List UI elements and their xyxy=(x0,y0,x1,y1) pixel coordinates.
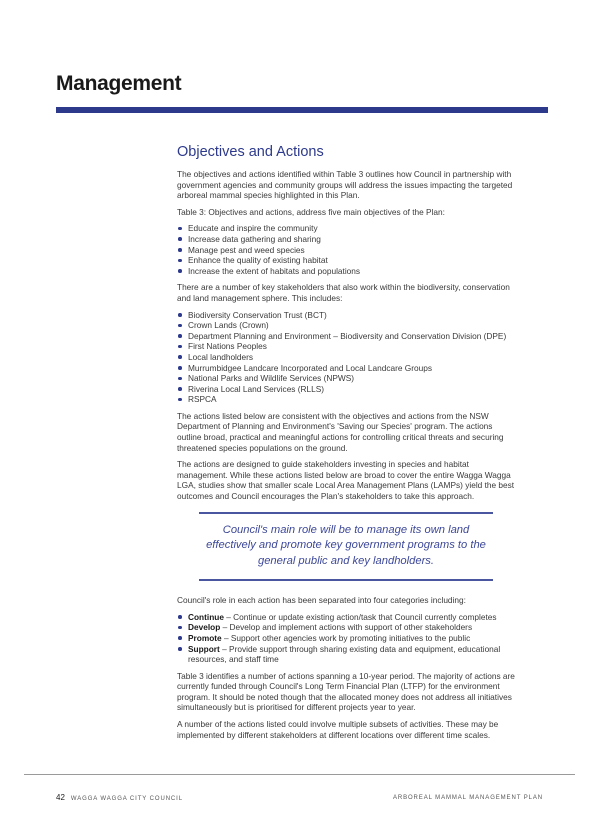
footer-doc-title: ARBOREAL MAMMAL MANAGEMENT PLAN xyxy=(392,795,543,801)
list-item xyxy=(177,644,517,665)
intro-paragraph: The objectives and actions identified within Table 3 outlines how Council in partnership with government agencies and community groups will address the issues impacting the targeted arboreal mammal species highlighted in this Plan. xyxy=(177,169,513,201)
pullquote: Council's main role will be to manage its own land effectively and promote key government programs to the general public and key landholders. xyxy=(199,512,493,582)
list-item: National Parks and Wildlife Services (NPWS) xyxy=(177,373,517,384)
footer-org: WAGGA WAGGA CITY COUNCIL xyxy=(70,796,183,802)
list-item: Local landholders xyxy=(177,352,517,363)
actions-designed-paragraph: The actions are designed to guide stakeholders investing in species and habitat management. While these actions listed below are broad to cover the entire Wagga Wagga LGA, studies show that smaller scale Local Area Management Plans (LAMPs) yield the best outcomes and Council encourages the Plan's stakeholders to take this approach. xyxy=(177,459,515,502)
category-description: – Continue or update existing action/task that Council currently completes xyxy=(223,611,497,622)
list-item: RSPCA xyxy=(177,394,517,405)
category-description: – Provide support through sharing existing data and equipment, educational resources, and staff time xyxy=(188,643,501,665)
list-item: Manage pest and weed species xyxy=(177,245,517,256)
table-caption: Table 3: Objectives and actions, address five main objectives of the Plan: xyxy=(177,206,445,217)
section-title: Management xyxy=(56,72,182,95)
category-term: Promote xyxy=(188,632,222,643)
list-item xyxy=(177,622,517,633)
objectives-list xyxy=(177,223,517,276)
list-item: Enhance the quality of existing habitat xyxy=(177,255,517,266)
list-item: Increase data gathering and sharing xyxy=(177,234,517,245)
list-item xyxy=(177,612,517,623)
list-item: Murrumbidgee Landcare Incorporated and Local Landcare Groups xyxy=(177,363,517,374)
list-item: Increase the extent of habitats and populations xyxy=(177,266,517,277)
subsets-paragraph: A number of the actions listed could involve multiple subsets of activities. These may be implemented by different stakeholders at different locations over different time scales. xyxy=(177,719,499,740)
list-item: Educate and inspire the community xyxy=(177,223,517,234)
actions-consistent-paragraph: The actions listed below are consistent with the objectives and actions from the NSW Department of Planning and Environment's 'Saving our Species' program. The actions outline broad, practical and meaningful actions for controlling critical threats and securing threatened species populations on the ground. xyxy=(177,410,504,453)
category-term: Develop xyxy=(188,622,221,633)
list-item: Biodiversity Conservation Trust (BCT) xyxy=(177,310,517,321)
category-term: Continue xyxy=(188,611,224,622)
category-description: – Develop and implement actions with support of other stakeholders xyxy=(220,622,473,633)
list-item: Riverina Local Land Services (RLLS) xyxy=(177,384,517,395)
stakeholders-intro: There are a number of key stakeholders that also work within the biodiversity, conservation and land management sphere. This includes: xyxy=(177,282,510,303)
footer-rule xyxy=(24,774,575,775)
table3-paragraph: Table 3 identifies a number of actions spanning a 10-year period. The majority of actions are currently funded through Council's Long Term Financial Plan (LTFP) for the environment program. It should be noted though that the allocated money does not address all initiatives simultaneously but is prioritised for different projects year to year. xyxy=(177,670,515,713)
page-number: 42 xyxy=(56,793,65,802)
list-item: First Nations Peoples xyxy=(177,341,517,352)
footer-left xyxy=(56,793,183,802)
main-content xyxy=(177,143,517,746)
category-description: – Support other agencies work by promoting initiatives to the public xyxy=(221,632,471,643)
list-item xyxy=(177,633,517,644)
categories-intro: Council's role in each action has been separated into four categories including: xyxy=(177,595,466,606)
stakeholders-list xyxy=(177,310,517,405)
categories-list xyxy=(177,612,517,665)
subsection-heading: Objectives and Actions xyxy=(177,144,324,160)
category-term: Support xyxy=(188,643,220,654)
list-item: Department Planning and Environment – Biodiversity and Conservation Division (DPE) xyxy=(177,331,517,342)
section-title-rule xyxy=(56,107,548,113)
list-item: Crown Lands (Crown) xyxy=(177,320,517,331)
